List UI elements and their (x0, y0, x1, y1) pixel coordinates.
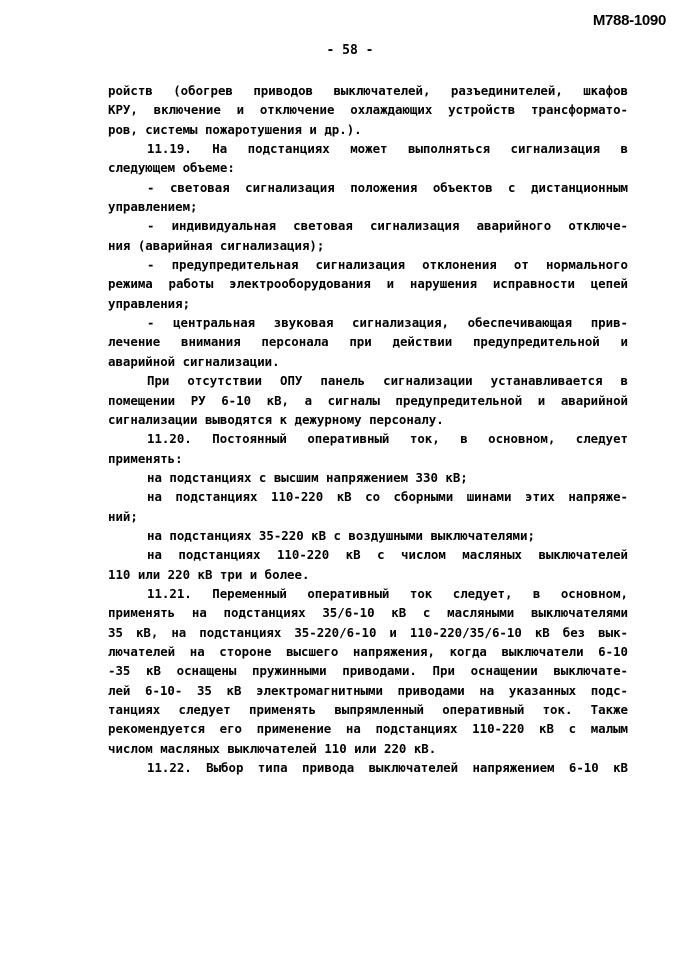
list-item: - световая сигнализация положения объектов с дистанционным (147, 179, 628, 195)
text-line: аварийной сигнализации. (108, 353, 280, 369)
text-line: управления; (108, 295, 191, 311)
list-item: на подстанциях с высшим напряжением 330 кВ; (147, 469, 468, 485)
document-body (108, 81, 628, 777)
list-item: - индивидуальная световая сигнализация аварийного отключе- (147, 218, 628, 234)
text-line: КРУ, включение и отключение охлаждающих устройств трансформато- (108, 102, 628, 118)
text-line: числом масляных выключателей 110 или 220 кВ. (108, 740, 437, 756)
list-item: - предупредительная сигнализация отклонения от нормального (147, 257, 628, 273)
text-line: танциях следует применять выпрямленный оперативный ток. Также (108, 702, 628, 717)
text-line: лей 6-10- 35 кВ электромагнитными приводами на указанных подс- (108, 682, 628, 698)
text-line: лючателей на стороне высшего напряжения, когда выключатели 6-10 (108, 643, 628, 659)
text-line: применять: (108, 450, 183, 466)
list-item: на подстанциях 110-220 кВ со сборными шинами этих напряже- (147, 489, 628, 505)
list-item: - центральная звуковая сигнализация, обеспечивающая прив- (147, 315, 628, 331)
section-heading-11-19: 11.19. На подстанциях может выполняться сигнализация в (147, 141, 628, 157)
text-line: ройств (обогрев приводов выключателей, разъединителей, шкафов (108, 83, 628, 98)
text-line: 110 или 220 кВ три и более. (108, 566, 310, 582)
text-line: ния (аварийная сигнализация); (108, 237, 325, 253)
section-heading-11-22: 11.22. Выбор типа привода выключателей напряжением 6-10 кВ (147, 760, 628, 776)
section-heading-11-21: 11.21. Переменный оперативный ток следует, в основном, (147, 585, 628, 601)
text-line: применять на подстанциях 35/6-10 кВ с масляными выключателями (108, 605, 628, 621)
text-line: ний; (108, 508, 138, 524)
text-line: рекомендуется его применение на подстанциях 110-220 кВ с малым (108, 721, 628, 737)
text-line: ров, системы пожаротушения и др.). (108, 121, 362, 137)
text-line: следующем объеме: (108, 160, 235, 176)
text-line: сигнализации выводятся к дежурному персоналу. (108, 411, 444, 427)
list-item: на подстанциях 35-220 кВ с воздушными выключателями; (147, 527, 535, 543)
text-line: лечение внимания персонала при действии предупредительной и (108, 334, 628, 350)
text-line: -35 кВ оснащены пружинными приводами. При оснащении выключате- (108, 663, 628, 679)
text-line: управлением; (108, 199, 198, 215)
text-line: помещении РУ 6-10 кВ, а сигналы предупредительной и аварийной (108, 392, 628, 408)
paragraph-start: При отсутствии ОПУ панель сигнализации устанавливается в (147, 373, 628, 389)
page-number: - 58 - (326, 43, 374, 58)
section-heading-11-20: 11.20. Постоянный оперативный ток, в основном, следует (147, 431, 628, 447)
text-line: режима работы электрооборудования и нарушения исправности цепей (108, 276, 628, 292)
list-item: на подстанциях 110-220 кВ с числом масляных выключателей (147, 547, 628, 563)
document-code: М788-1090 (592, 12, 666, 29)
text-line: 35 кВ, на подстанциях 35-220/6-10 и 110-220/35/6-10 кВ без вык- (108, 624, 628, 640)
